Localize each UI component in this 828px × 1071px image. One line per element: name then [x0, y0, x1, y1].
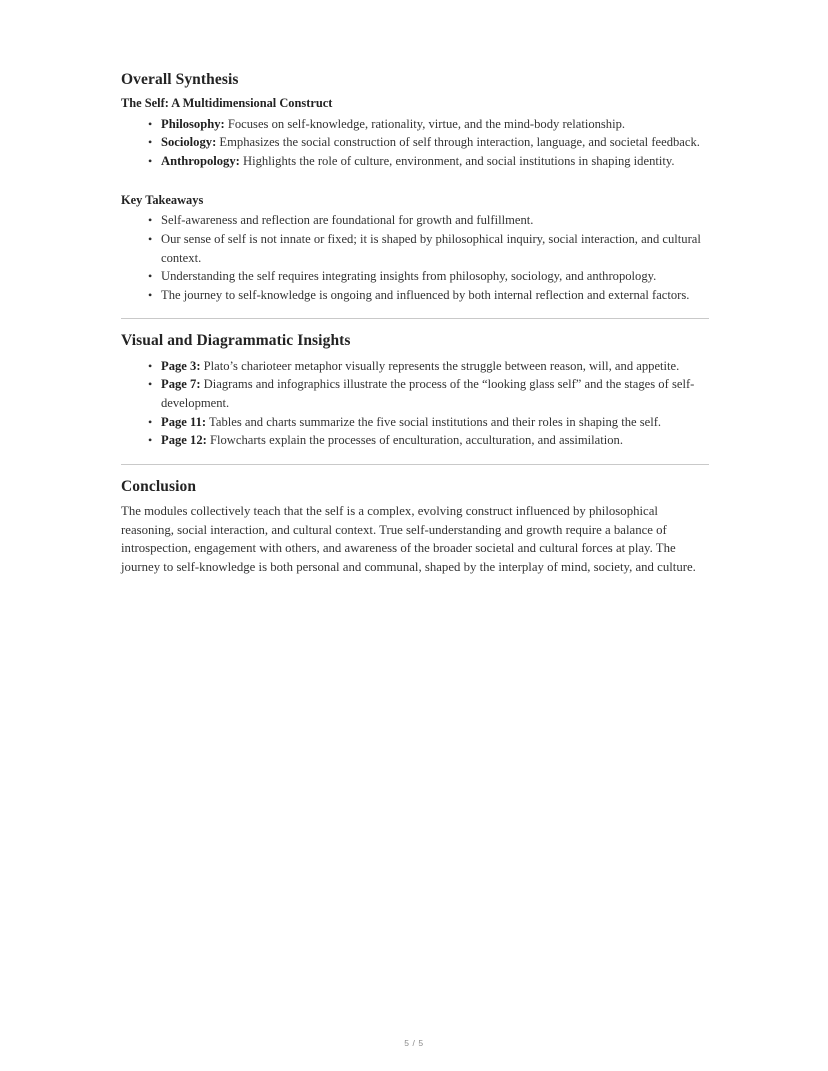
spacer [121, 450, 709, 464]
section-visual-diagrammatic-insights [121, 331, 709, 449]
list-item [148, 115, 709, 134]
list-item-label: Sociology: [161, 135, 217, 150]
list-item-label: Page 11: [161, 414, 207, 429]
list-item [148, 413, 709, 432]
list-item-text: Our sense of self is not innate or fixed; it is shaped by philosophical inquiry, social interaction, and cultural context. [161, 232, 701, 265]
list-item-text: Diagrams and infographics illustrate the process of the “looking glass self” and the stages of self-development. [161, 377, 695, 410]
list-item [148, 431, 709, 450]
list-item-text: Self-awareness and reflection are foundational for growth and fulfillment. [161, 213, 534, 228]
subheading-key-takeaways: Key Takeaways [121, 193, 204, 208]
list-item-label: Philosophy: [161, 116, 225, 131]
spacer [121, 304, 709, 318]
list-item [148, 152, 709, 171]
list-item [148, 267, 709, 286]
list-item-text: Understanding the self requires integrating insights from philosophy, sociology, and anthropology. [161, 269, 657, 284]
list-item [148, 211, 709, 230]
section-conclusion [121, 477, 709, 577]
subheading-the-self-multidimensional-construct: The Self: A Multidimensional Construct [121, 96, 333, 111]
conclusion-paragraph: The modules collectively teach that the self is a complex, evolving construct influenced by philosophical reasoning, social interaction, and cultural context. True self-understanding and growth require a balance of introspection, engagement with others, and awareness of the broader societal and cultural forces at play. The journey to self-knowledge is both personal and communal, shaped by the interplay of mind, society, and culture. [121, 504, 696, 574]
list-item [148, 375, 709, 412]
list-item-text: Highlights the role of culture, environment, and social institutions in shaping identity. [239, 153, 675, 168]
list-item-label: Page 7: [161, 377, 201, 392]
list-item-text: Focuses on self-knowledge, rationality, virtue, and the mind-body relationship. [224, 116, 626, 131]
spacer [121, 170, 709, 192]
list-item-label: Page 12: [161, 433, 207, 448]
list-key-takeaways [121, 211, 709, 304]
section-key-takeaways [121, 192, 709, 304]
section-heading-visual-diagrammatic-insights: Visual and Diagrammatic Insights [121, 332, 351, 350]
list-item [148, 230, 709, 267]
section-overall-synthesis [121, 70, 709, 170]
list-visual-insights [121, 357, 709, 450]
spacer [121, 319, 709, 331]
spacer [121, 465, 709, 477]
section-heading-conclusion: Conclusion [121, 477, 197, 495]
list-item-label: Anthropology: [161, 153, 240, 168]
section-heading-overall-synthesis: Overall Synthesis [121, 71, 239, 88]
list-item-text: The journey to self-knowledge is ongoing and influenced by both internal reflection and external factors. [161, 287, 690, 302]
list-item [148, 357, 709, 376]
list-item-text: Tables and charts summarize the five social institutions and their roles in shaping the self. [206, 414, 662, 429]
list-item-text: Emphasizes the social construction of self through interaction, language, and societal feedback. [216, 135, 700, 150]
list-item-text: Plato’s charioteer metaphor visually represents the struggle between reason, will, and appetite. [200, 358, 680, 373]
list-multidimensional-construct [121, 115, 709, 171]
document-content [121, 70, 709, 576]
page-number-footer: 5 / 5 [404, 1038, 424, 1048]
list-item [148, 286, 709, 305]
list-item-label: Page 3: [161, 358, 201, 373]
list-item-text: Flowcharts explain the processes of enculturation, acculturation, and assimilation. [206, 433, 623, 448]
list-item [148, 133, 709, 152]
